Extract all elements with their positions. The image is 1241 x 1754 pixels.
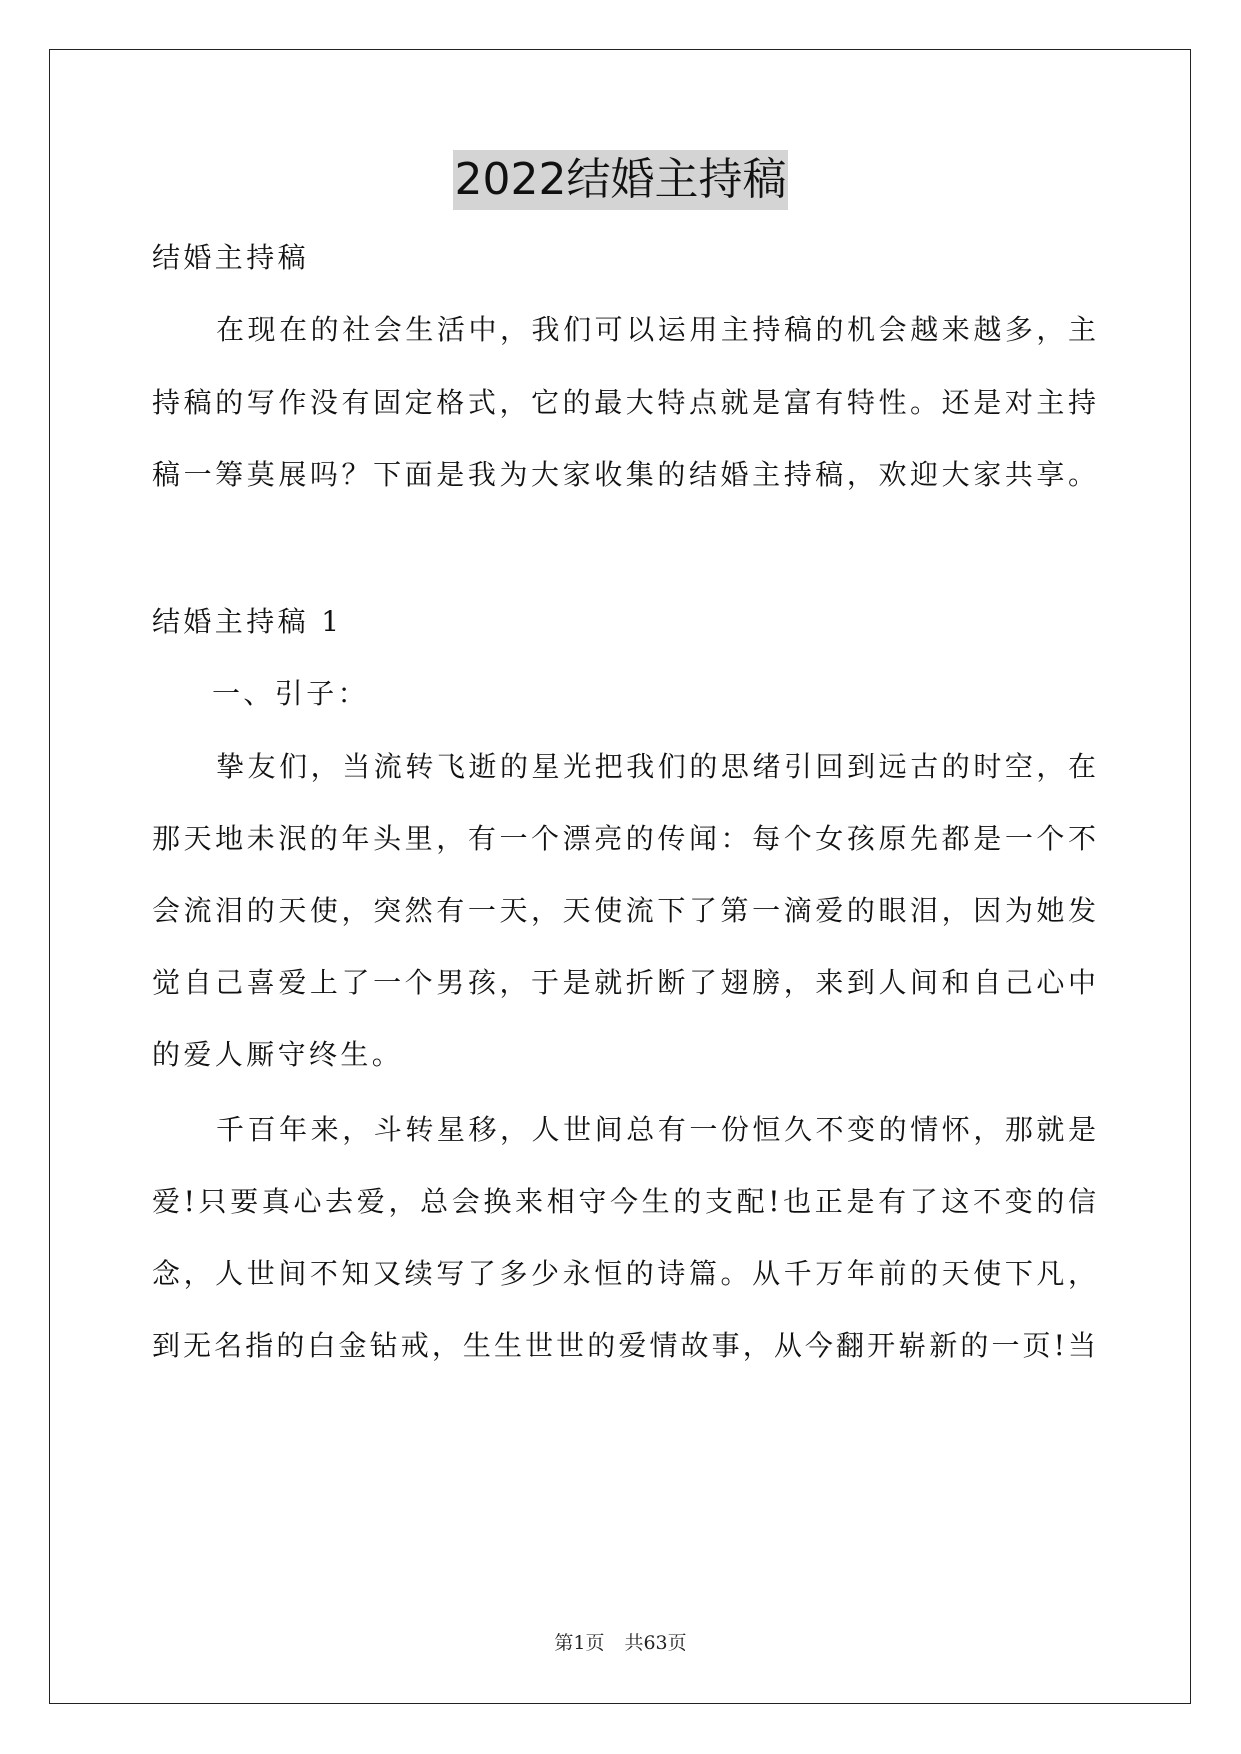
para1-line-2: 那天地未泯的年头里，有一个漂亮的传闻：每个女孩原先都是一个不 xyxy=(152,822,1096,855)
para2-line-1: 千百年来，斗转星移，人世间总有一份恒久不变的情怀，那就是 xyxy=(216,1113,1096,1146)
section-subheading: 一、引子： xyxy=(212,677,370,710)
para2-line-4: 到无名指的白金钻戒，生生世世的爱情故事，从今翻开崭新的一页!当 xyxy=(152,1329,1096,1362)
para1-line-5: 的爱人厮守终生。 xyxy=(152,1038,404,1071)
page-frame xyxy=(49,49,1191,1704)
intro-line-2: 持稿的写作没有固定格式，它的最大特点就是富有特性。还是对主持 xyxy=(152,386,1096,419)
para1-line-1: 挚友们，当流转飞逝的星光把我们的思绪引回到远古的时空，在 xyxy=(216,750,1096,783)
intro-line-1: 在现在的社会生活中，我们可以运用主持稿的机会越来越多，主 xyxy=(216,313,1096,346)
document-subtitle: 结婚主持稿 xyxy=(152,241,310,274)
title-wrap xyxy=(0,150,1241,210)
page-total: 共63页 xyxy=(624,1632,687,1654)
para2-line-2: 爱!只要真心去爱，总会换来相守今生的支配!也正是有了这不变的信 xyxy=(152,1185,1096,1218)
para1-line-4: 觉自己喜爱上了一个男孩，于是就折断了翅膀，来到人间和自己心中 xyxy=(152,966,1096,999)
para1-line-3: 会流泪的天使，突然有一天，天使流下了第一滴爱的眼泪，因为她发 xyxy=(152,894,1096,927)
page-number: 第1页 xyxy=(554,1632,605,1654)
intro-line-3: 稿一筹莫展吗？下面是我为大家收集的结婚主持稿，欢迎大家共享。 xyxy=(152,458,1096,491)
para2-line-3: 念，人世间不知又续写了多少永恒的诗篇。从千万年前的天使下凡， xyxy=(152,1257,1096,1290)
document-title: 2022结婚主持稿 xyxy=(453,150,789,210)
page-footer xyxy=(0,1628,1241,1655)
section-heading: 结婚主持稿 1 xyxy=(152,605,343,638)
